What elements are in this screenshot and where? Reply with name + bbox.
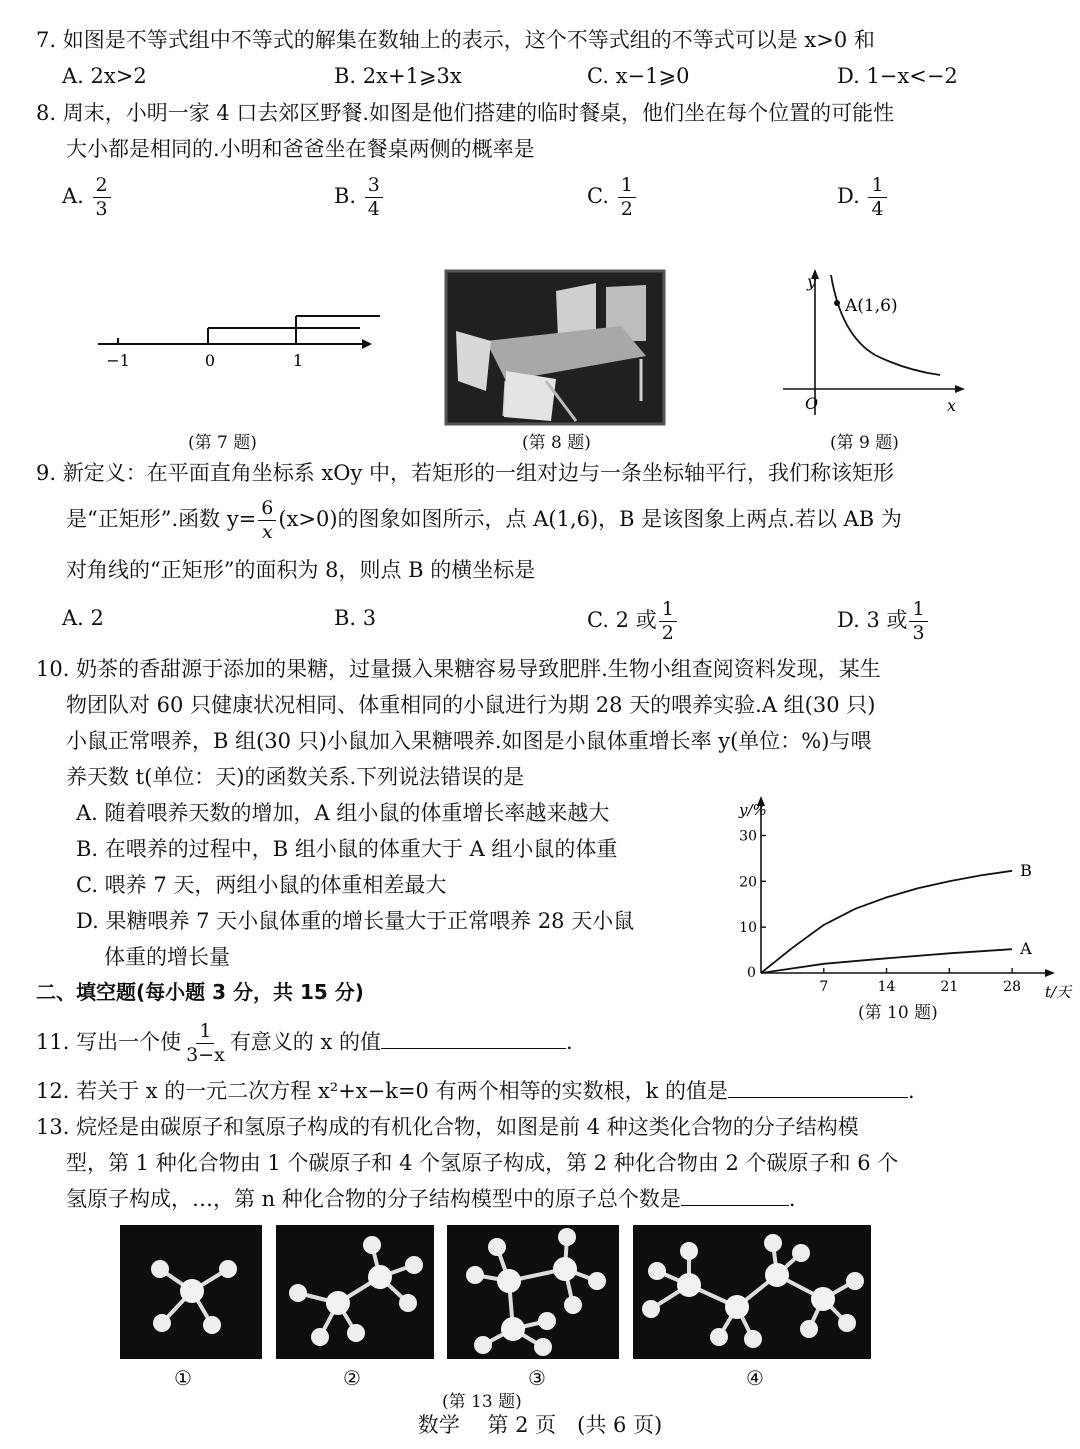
- q9-point-a-label: A(1,6): [845, 296, 898, 316]
- q9-stem-line1: 9. 新定义：在平面直角坐标系 xOy 中，若矩形的一组对边与一条坐标轴平行，我们称该矩形: [36, 461, 894, 485]
- q7-axis-label-neg1: −1: [106, 351, 130, 370]
- q11-stem: 11. 写出一个使 $\frac{1}{3-x}$ 有意义的 x 的值 .: [36, 1020, 573, 1066]
- q10-stem-line3: 小鼠正常喂养，B 组(30 只)小鼠加入果糖喂养.如图是小鼠体重增长率 y(单位：%)与喂: [66, 729, 872, 753]
- q9-option-a: A. 2: [62, 606, 104, 630]
- q8-caption: (第 8 题): [522, 433, 591, 453]
- q9-options: [62, 598, 1042, 644]
- molecule-label-2: ②: [343, 1366, 361, 1390]
- q8-stem-line1: 8. 周末，小明一家 4 口去郊区野餐.如图是他们搭建的临时餐桌，他们坐在每个位置的可能性: [36, 101, 895, 125]
- series-label-A: A: [1020, 939, 1032, 959]
- q7-option-b: B. 2x+1⩾3x: [334, 64, 462, 88]
- q10-stem-line4: 养天数 t(单位：天)的函数关系.下列说法错误的是: [66, 765, 525, 789]
- y-tick-label-2: 30: [739, 828, 757, 845]
- q10-option-b: B. 在喂养的过程中，B 组小鼠的体重大于 A 组小鼠的体重: [76, 837, 618, 861]
- q9-option-b: B. 3: [334, 606, 377, 630]
- y-axis-label: y/%: [739, 801, 767, 819]
- q7-option-c: C. x−1⩾0: [587, 64, 690, 88]
- q7-stem: 7. 如图是不等式组中不等式的解集在数轴上的表示，这个不等式组的不等式可以是 x>0 和: [36, 28, 875, 52]
- q7-caption: (第 7 题): [188, 433, 257, 453]
- q8-option-a: A. $\frac{2}{3}$: [62, 176, 113, 219]
- q9-x-axis-label: x: [947, 396, 957, 415]
- molecule-label-3: ③: [528, 1366, 546, 1390]
- q8-option-c: C. $\frac{1}{2}$: [587, 176, 638, 219]
- q9-stem-line2: 是“正矩形”.函数 y= $\frac{6}{x}$ (x>0)的图象如图所示，点 A(1,6)，B 是该图象上两点.若以 AB 为: [66, 497, 902, 543]
- x-tick-label-0: 7: [819, 979, 829, 995]
- x-tick-label-3: 28: [1003, 979, 1022, 995]
- q10-stem-line1: 10. 奶茶的香甜源于添加的果糖，过量摄入果糖容易导致肥胖.生物小组查阅资料发现，某生: [36, 657, 881, 681]
- chart-axes: [738, 796, 1073, 1001]
- series-label-B: B: [1020, 860, 1032, 880]
- q9-function-graph: [775, 265, 970, 420]
- q8-option-b: B. $\frac{3}{4}$: [334, 176, 385, 219]
- q7-number-line: [90, 300, 380, 380]
- q9-option-d: D. 3 或 $\frac{1}{3}$: [837, 600, 930, 643]
- molecule-3-photo: [447, 1225, 619, 1359]
- q7-option-d: D. 1−x<−2: [837, 64, 958, 88]
- y-tick-label-0: 10: [739, 920, 757, 937]
- q10-option-a: A. 随着喂养天数的增加，A 组小鼠的体重增长率越来越大: [76, 801, 610, 825]
- chart-series: [761, 861, 1032, 973]
- page-footer: 数学 第 2 页 (共 6 页): [417, 1413, 663, 1437]
- q8-stem-line2: 大小都是相同的.小明和爸爸坐在餐桌两侧的概率是: [66, 137, 535, 161]
- q8-option-d: D. $\frac{1}{4}$: [837, 176, 889, 219]
- section-2-heading: 二、填空题(每小题 3 分，共 15 分): [36, 980, 364, 1004]
- molecule-1-photo: [120, 1225, 262, 1359]
- q9-option-c: C. 2 或 $\frac{1}{2}$: [587, 600, 679, 643]
- origin-label: 0: [747, 965, 756, 981]
- q7-axis-label-0: 0: [204, 351, 216, 370]
- q10-option-d: D. 果糖喂养 7 天小鼠体重的增长量大于正常喂养 28 天小鼠: [76, 909, 635, 933]
- q13-caption: (第 13 题): [442, 1392, 522, 1412]
- q9-origin-label: O: [805, 394, 819, 413]
- q9-caption: (第 9 题): [830, 433, 899, 453]
- q7-option-a: A. 2x>2: [62, 64, 147, 88]
- q9-stem-line3: 对角线的“正矩形”的面积为 8，则点 B 的横坐标是: [66, 558, 536, 582]
- q13-answer-blank[interactable]: [681, 1183, 789, 1206]
- molecule-label-1: ①: [174, 1366, 192, 1390]
- molecule-label-4: ④: [746, 1366, 764, 1390]
- q10-stem-line2: 物团队对 60 只健康状况相同、体重相同的小鼠进行为期 28 天的喂养实验.A 组(30 只): [66, 693, 876, 717]
- q8-picnic-table-photo: [446, 271, 664, 424]
- q9-y-axis-label: y: [807, 272, 817, 291]
- x-tick-label-2: 21: [940, 979, 959, 995]
- q13-stem-line2: 型，第 1 种化合物由 1 个碳原子和 4 个氢原子构成，第 2 种化合物由 2 个碳原子和 6 个: [66, 1151, 899, 1175]
- x-axis-label: t/天: [1045, 983, 1072, 1001]
- q12-answer-blank[interactable]: [728, 1075, 908, 1098]
- q10-caption: (第 10 题): [858, 1003, 938, 1023]
- x-tick-label-1: 14: [877, 979, 896, 995]
- q10-growth-chart: [735, 795, 1072, 1001]
- molecule-4-photo: [633, 1225, 871, 1359]
- q7-options: [62, 58, 1042, 94]
- x-axis-arrow: [1045, 969, 1055, 977]
- q13-stem-line1: 13. 烷烃是由碳原子和氢原子构成的有机化合物，如图是前 4 种这类化合物的分子结构模: [36, 1115, 859, 1139]
- q7-axis-label-1: 1: [292, 351, 304, 370]
- y-tick-label-1: 20: [739, 874, 757, 891]
- molecule-2-photo: [276, 1225, 434, 1359]
- q13-stem-line3: 氢原子构成，…，第 n 种化合物的分子结构模型中的原子总个数是 .: [36, 1181, 1076, 1217]
- q11-answer-blank[interactable]: [381, 1026, 566, 1049]
- q10-option-d-cont: 体重的增长量: [104, 945, 230, 969]
- q8-options: [62, 174, 1042, 220]
- q10-option-c: C. 喂养 7 天，两组小鼠的体重相差最大: [76, 873, 447, 897]
- q12-stem: 12. 若关于 x 的一元二次方程 x²+x−k=0 有两个相等的实数根，k 的值是 .: [36, 1073, 1046, 1109]
